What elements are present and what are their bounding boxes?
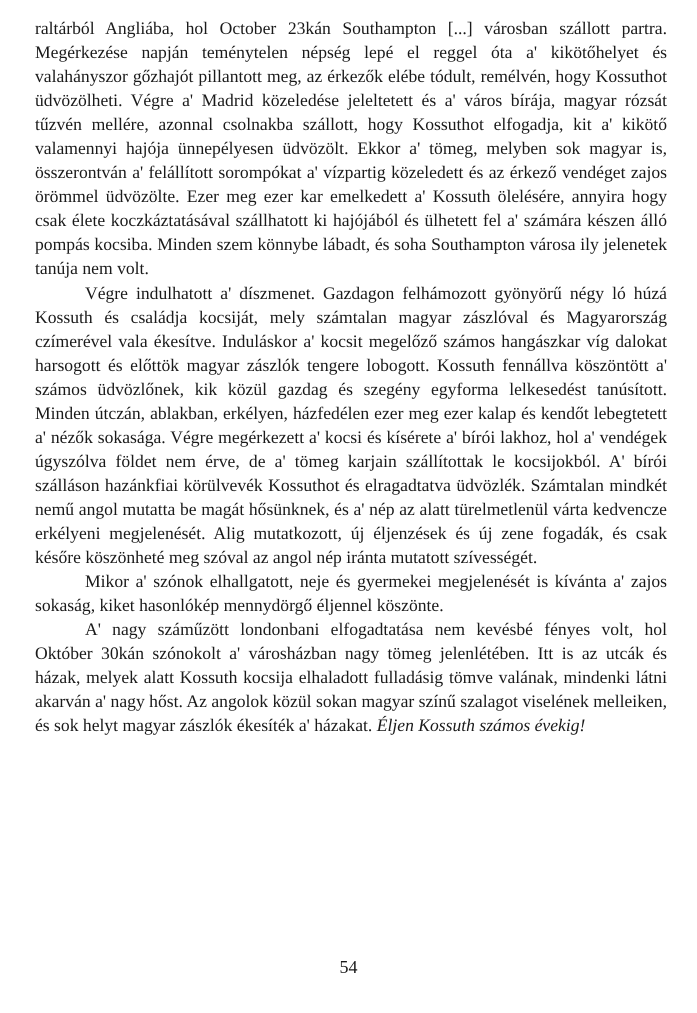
page-number: 54 [339,957,358,977]
paragraph-3: Mikor a' szónok elhallgatott, neje és gyermekei megjelenését is kívánta a' zajos sokaság, kiket hasonlókép mennydörgő éljennel köszönte. [35,571,667,616]
paragraph-1: raltárból Angliába, hol October 23kán Southampton [...] városban szállott partra. Megérkezése napján teménytelen népség lepé el reggel óta a' kikötőhelyet és valahányszor gőzhajót pillantott meg, az érkezők elébe tódult, remélvén, hogy Kossuthot üdvözölheti. Végre a' Madrid közeledése jeleltetett és a' város bírája, magyar rózsát tűzvén mellére, azonnal csolnakba szállott, hogy Kossuthot elfogadja, kit a' kikötő valamennyi hajója ünnepélyesen üdvözölt. Ekkor a' tömeg, melyben sok magyar is, összerontván a' felállított sorompókat a' vízpartig közeledett és az érkező vendéget zajos örömmel üdvözölte. Ezer meg ezer kar emelkedett a' Kossuth ölelésére, annyira hogy csak élete koczkáztatásával szállhatott ki hajójából és ülhetett fel a' számára készen álló pompás kocsiba. Minden szem könnybe lábadt, és soha Southampton városa ily jelenetek tanúja nem volt. [35,18,667,279]
paragraph-4-text: A' nagy száműzött londonbani elfogadtatása nem kevésbé fényes volt, hol Október 30kán szónokolt a' városházban nagy tömeg jelenlétében. Itt is az utcák és házak, melyek alatt Kossuth kocsija elhaladott fulladásig tömve valának, mindenki látni akarván a' nagy hőst. Az angolok közül sokan magyar színű szalagot viselének melleiken, és sok helyt magyar zászlók ékesíték a' házakat. [35,619,667,736]
paragraph-4 [35,617,667,737]
paragraph-2: Végre indulhatott a' díszmenet. Gazdagon felhámozott gyönyörű négy ló húzá Kossuth és családja kocsiját, mely számtalan magyar zászlóval és Magyarország czímerével vala ékesítve. Induláskor a' kocsit megelőző számos hangászkar víg dalokat harsogott és előttök magyar zászlók tengere lobogott. Kossuth fennállva köszöntött a' számos üdvözlőnek, kik közül gazdag és szegény egyforma lelkesedést tanúsított. Minden útczán, ablakban, erkélyen, házfedélen ezer meg ezer kalap és kendőt lebegtetett a' nézők sokasága. Végre megérkezett a' kocsi és kísérete a' bírói lakhoz, hol a' vendégek úgyszólva földet nem érve, de a' tömeg karjain szállítottak le kocsijokból. A' bírói szálláson hazánkfiai körülvevék Kossuthot és elragadtatva üdvözlék. Számtalan mindkét nemű angol mutatta be magát hősünknek, és a' nép az alatt türelmetlenül várta kedvencze erkélyeni megjelenését. Alig mutatkozott, új éljenzések és új zene fogadák, és csak későre köszönheté meg szóval az angol nép iránta mutatott szívességét. [35,282,667,568]
page-body [35,16,667,737]
closing-exclamation: Éljen Kossuth számos évekig! [376,715,586,736]
